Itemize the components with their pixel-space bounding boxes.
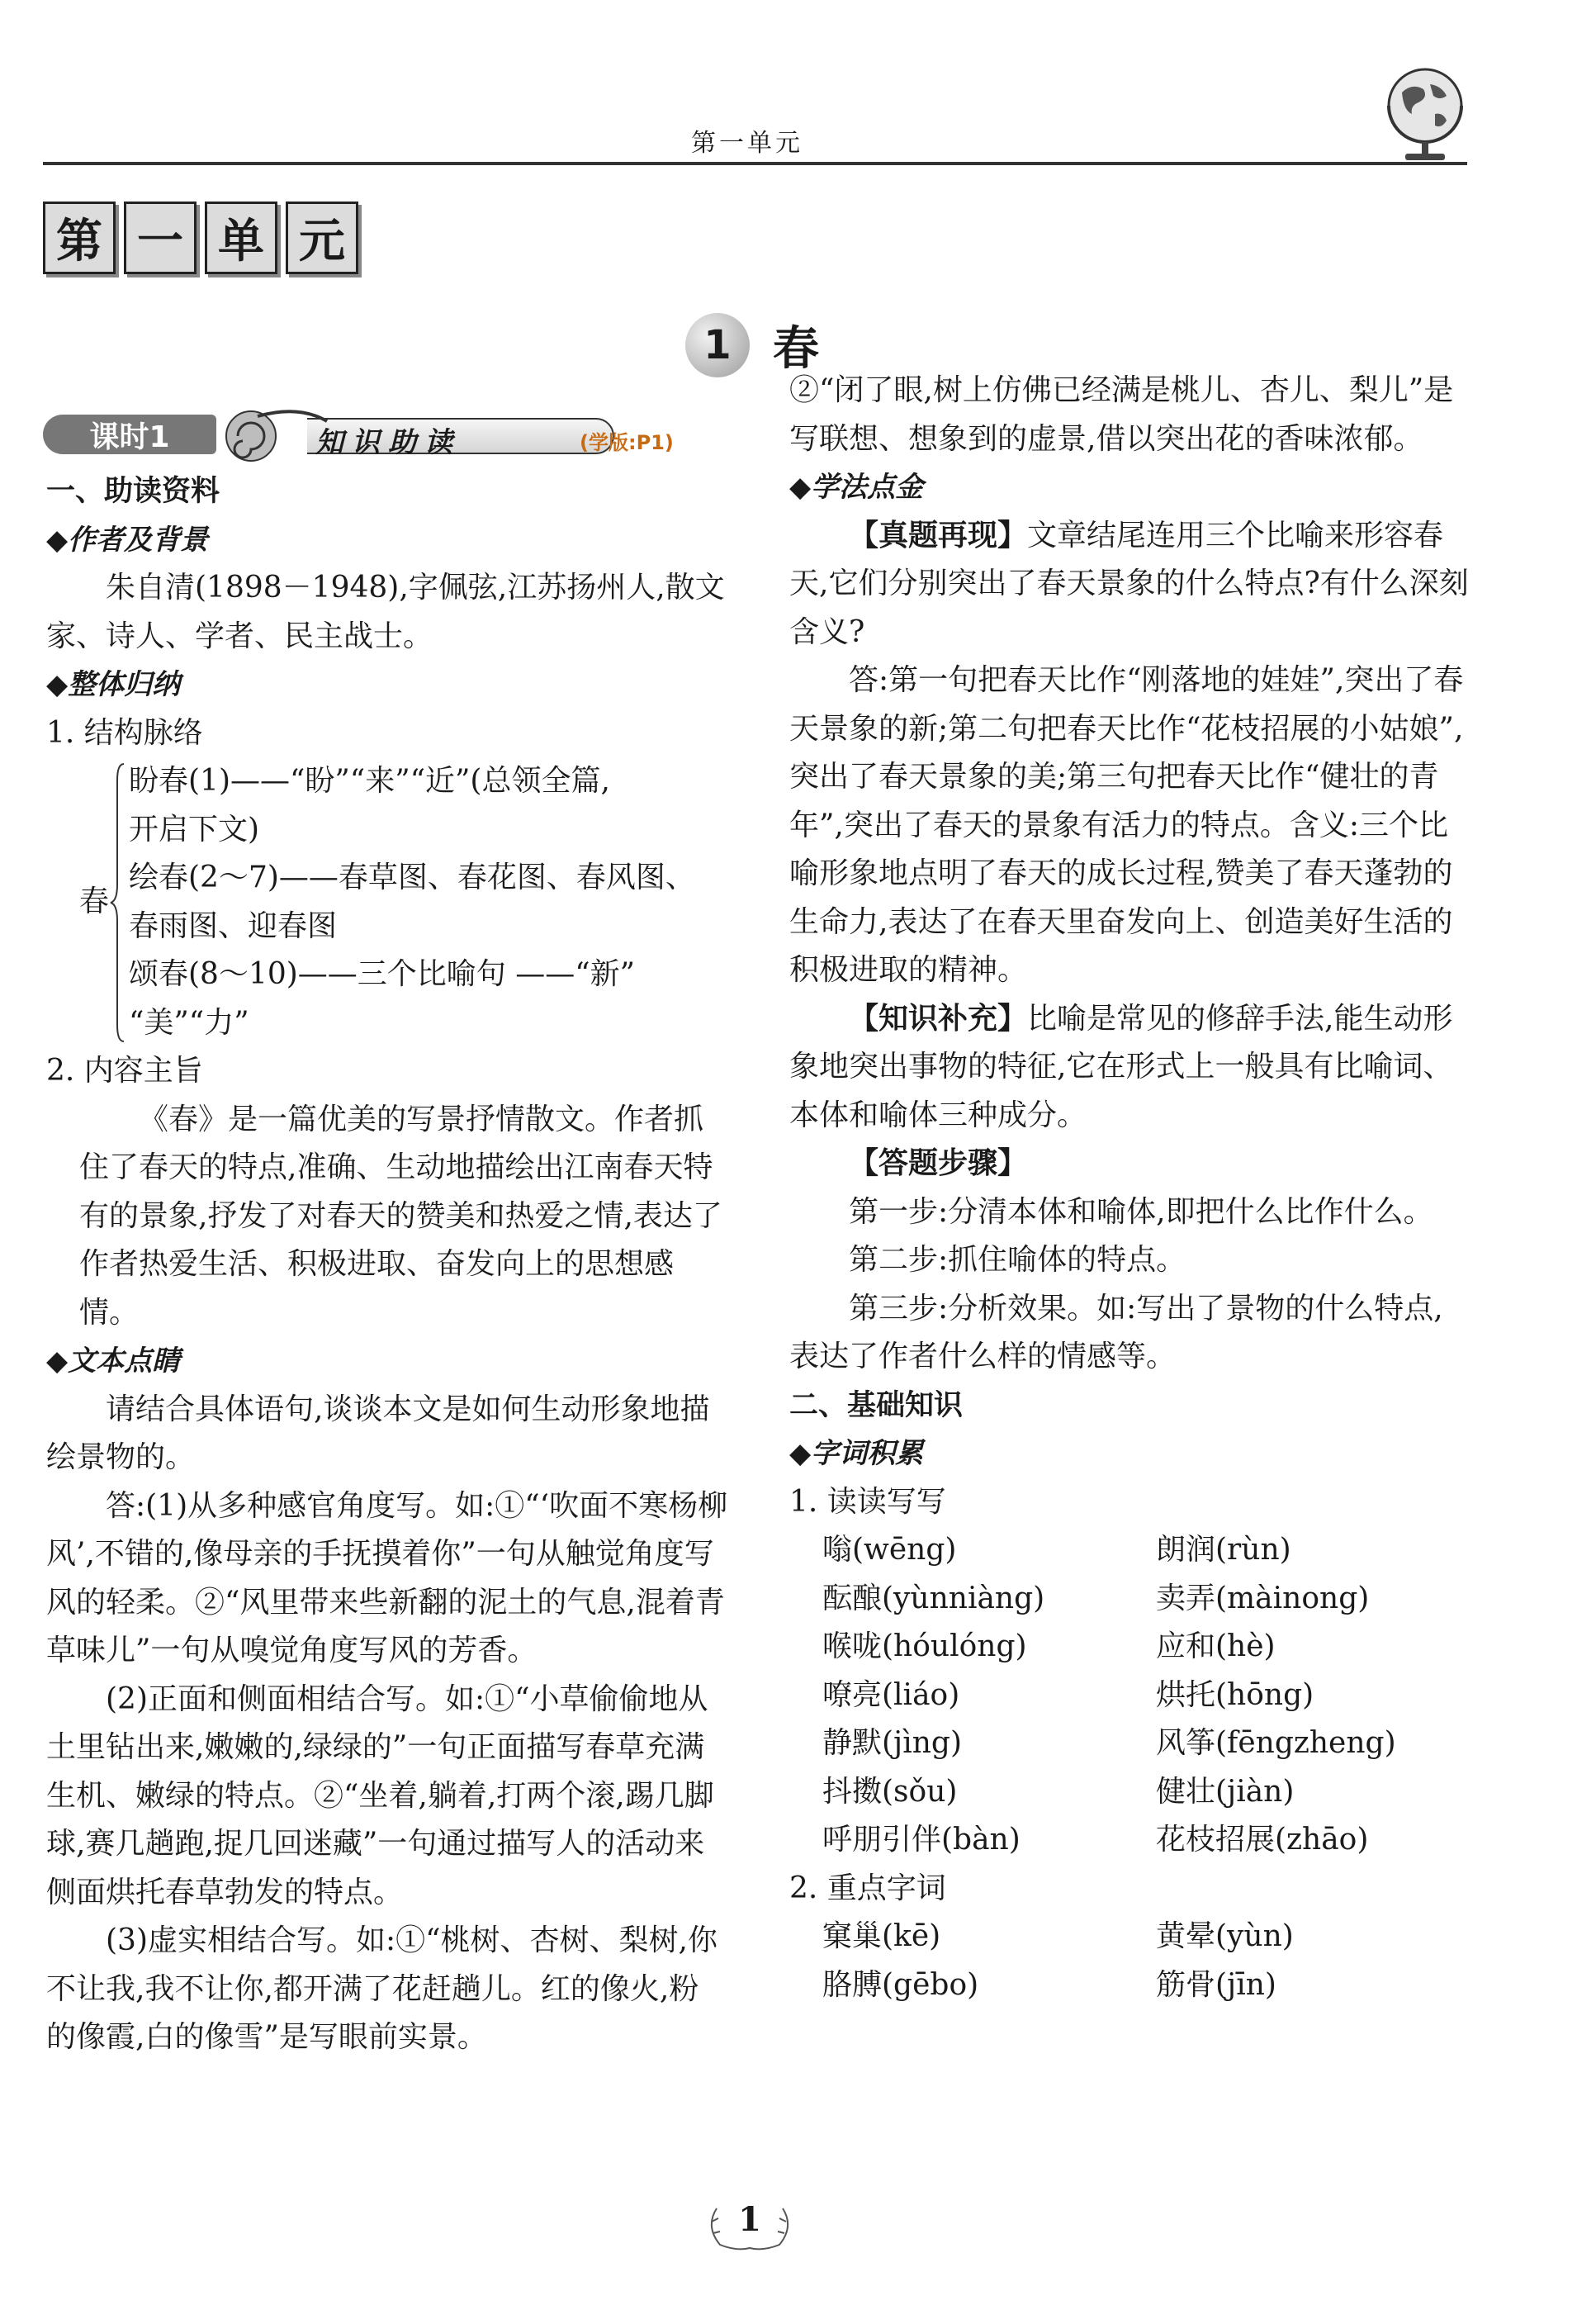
item-heading: 2. 内容主旨 (46, 1054, 203, 1088)
left-column (46, 467, 728, 2062)
exam-question-label: 【真题再现】 (849, 518, 1028, 553)
steps-heading: 【答题步骤】 (849, 1146, 1028, 1180)
section-heading: 一、助读资料 (46, 475, 220, 508)
step-paragraph: 第一步:分清本体和喻体,即把什么比作什么。 (849, 1194, 1433, 1229)
tree-line: 盼春(1)——“盼”“来”“近”(总领全篇, (129, 764, 610, 798)
unit-title (43, 202, 358, 274)
tree-line: 颂春(8～10)——三个比喻句 ——“新” (129, 957, 636, 991)
vocab-item: 静默(jìng) (822, 1726, 962, 1760)
page-reference: (学版:P1) (580, 431, 674, 454)
vocab-item: 嘹亮(liáo) (822, 1677, 960, 1712)
step-paragraph: 第二步:抓住喻体的特点。 (849, 1243, 1186, 1277)
section-heading: 二、基础知识 (789, 1388, 964, 1422)
unit-title-char: 第 (43, 202, 116, 274)
vocab-item: 风筝(fēngzheng) (1156, 1726, 1396, 1760)
header-rule (43, 162, 1467, 165)
vocab-item: 胳膊(gēbo) (822, 1967, 979, 2002)
tree-line: “美”“力” (129, 1005, 249, 1040)
knowledge-paragraph (789, 995, 1471, 1141)
vocab-item: 窠巢(kē) (822, 1919, 941, 1953)
answer-paragraph: (3)虚实相结合写。如:①“桃树、杏树、梨树,你不让我,我不让你,都开满了花赶趟儿。红的像火,粉的像霞,白的像雪”是写眼前实景。 (46, 1923, 717, 2054)
tree-line: 开启下文) (129, 812, 260, 847)
swirl-ornament-icon (208, 406, 332, 464)
lesson-number-badge: 1 (685, 313, 750, 377)
unit-title-char: 单 (205, 202, 277, 274)
author-paragraph: 朱自清(1898－1948),字佩弦,江苏扬州人,散文家、诗人、学者、民主战士。 (46, 571, 725, 653)
knowledge-label: 【知识补充】 (849, 1001, 1028, 1036)
subsection-heading: ◆字词积累 (789, 1437, 924, 1470)
vocab-item: 嗡(wēng) (822, 1533, 957, 1567)
page-number-text: 1 (738, 2200, 761, 2239)
vocab-item: 卖弄(màinong) (1156, 1581, 1370, 1615)
item-heading: 2. 重点字词 (789, 1871, 946, 1905)
vocab-item: 应和(hè) (1156, 1629, 1276, 1663)
step-paragraph: 第三步:分析效果。如:写出了景物的什么特点,表达了作者什么样的情感等。 (789, 1291, 1443, 1373)
vocab-item: 花枝招展(zhāo) (1156, 1823, 1369, 1857)
knowledge-text: 比喻是常见的修辞手法,能生动形象地突出事物的特征,它在形式上一般具有比喻词、本体和喻体三种成分。 (789, 1001, 1453, 1132)
subsection-heading: ◆整体归纳 (46, 668, 181, 701)
subsection-heading: ◆作者及背景 (46, 523, 209, 557)
unit-title-char: 一 (124, 202, 197, 274)
brace-icon (109, 762, 125, 1043)
item-heading: 1. 读读写写 (789, 1484, 946, 1519)
vocab-item: 健壮(jiàn) (1156, 1774, 1295, 1809)
vocab-item: 朗润(rùn) (1156, 1533, 1291, 1567)
section-banner (43, 406, 674, 464)
unit-title-char: 元 (286, 202, 358, 274)
tree-root: 春 (79, 885, 110, 918)
lesson-period-tab: 课时1 (43, 415, 216, 454)
lesson-title: 春 (773, 321, 819, 376)
vocab-item: 筋骨(jīn) (1156, 1967, 1276, 2002)
answer-paragraph: (2)正面和侧面相结合写。如:①“小草偷偷地从土里钻出来,嫩嫩的,绿绿的”一句正面描写春草充满生机、嫩绿的特点。②“坐着,躺着,打两个滚,踢几脚球,赛几趟跑,捉几回迷藏”一句通过描写人的活动来侧面烘托春草勃发的特点。 (46, 1681, 714, 1909)
answer-paragraph: 答:(1)从多种感官角度写。如:①“‘吹面不寒杨柳风’,不错的,像母亲的手抚摸着你”一句从触觉角度写风的轻柔。②“风里带来些新翻的泥土的气息,混着青草味儿”一句从嗅觉角度写风的芳香。 (46, 1488, 728, 1667)
vocab-list (789, 1526, 1471, 1865)
tree-line: 绘春(2～7)——春草图、春花图、春风图、 (129, 861, 695, 894)
vocab-item: 呼朋引伴(bàn) (822, 1823, 1021, 1857)
item-heading: 1. 结构脉络 (46, 715, 203, 750)
vocab-item: 黄晕(yùn) (1156, 1919, 1294, 1953)
vocab-item: 喉咙(hóulóng) (822, 1629, 1027, 1663)
vocab-item: 酝酿(yùnniàng) (822, 1581, 1045, 1615)
answer-paragraph: 答:第一句把春天比作“刚落地的娃娃”,突出了春天景象的新;第二句把春天比作“花枝招展的小姑娘”,突出了春天景象的美;第三句把春天比作“健壮的青年”,突出了春天的景象有活力的特点。含义:三个比喻形象地点明了春天的成长过程,赞美了春天蓬勃的生命力,表达了在春天里奋发向上、创造美好生活的积极进取的精神。 (789, 663, 1464, 987)
continued-paragraph: ②“闭了眼,树上仿佛已经满是桃儿、杏儿、梨儿”是写联想、想象到的虚景,借以突出花的香味浓郁。 (789, 373, 1454, 456)
exam-question-paragraph (789, 512, 1471, 657)
running-header: 第一单元 (691, 129, 803, 158)
banner-label: 知识助读 (315, 426, 461, 459)
tree-line: 春雨图、迎春图 (129, 908, 338, 943)
globe-icon (1377, 59, 1473, 167)
page-number (700, 2197, 799, 2255)
question-paragraph: 请结合具体语句,谈谈本文是如何生动形象地描绘景物的。 (46, 1392, 710, 1474)
vocab-item: 抖擞(sǒu) (822, 1774, 958, 1809)
vocab-item: 烘托(hōng) (1156, 1677, 1314, 1712)
subsection-heading: ◆文本点睛 (46, 1345, 181, 1378)
structure-tree (46, 757, 728, 1047)
right-column (789, 367, 1471, 2009)
theme-paragraph: 《春》是一篇优美的写景抒情散文。作者抓住了春天的特点,准确、生动地描绘出江南春天特有的景象,抒发了对春天的赞美和热爱之情,表达了作者热爱生活、积极进取、奋发向上的思想感情。 (79, 1102, 722, 1330)
subsection-heading: ◆学法点金 (789, 471, 924, 504)
key-words-list (789, 1913, 1471, 2009)
exam-question-text: 文章结尾连用三个比喻来形容春天,它们分别突出了春天景象的什么特点?有什么深刻含义? (789, 518, 1469, 649)
